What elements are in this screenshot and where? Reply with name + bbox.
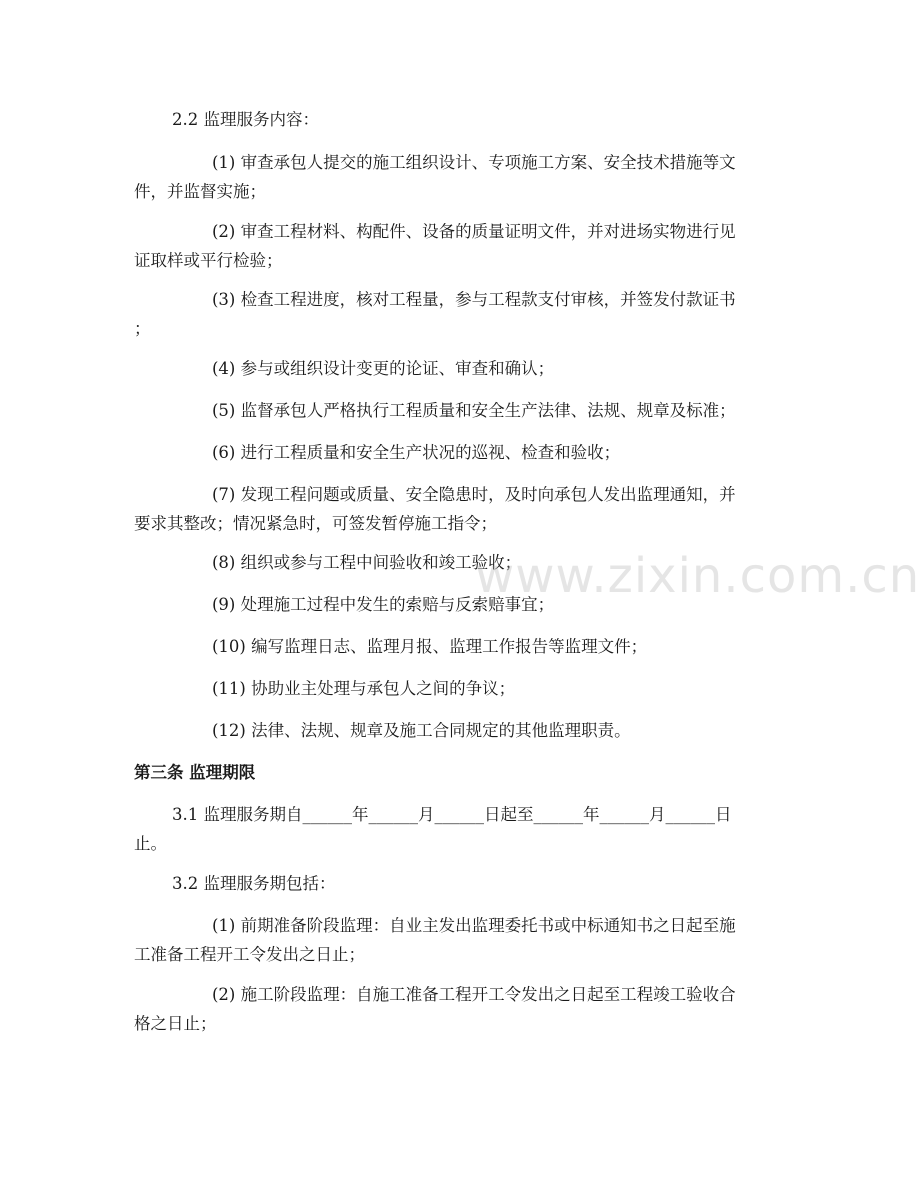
item-2-line-2: 证取样或平行检验； xyxy=(134,251,283,270)
clause-3-2-item-1-line-2: 工准备工程开工令发出之日止； xyxy=(134,945,365,964)
clause-3-2-title: 3.2 监理服务期包括： xyxy=(172,874,336,893)
item-7-line-1: (7) 发现工程问题或质量、安全隐患时，及时向承包人发出监理通知，并 xyxy=(212,485,736,504)
article-3-heading: 第三条 监理期限 xyxy=(134,763,256,782)
item-3-line-1: (3) 检查工程进度，核对工程量，参与工程款支付审核，并签发付款证书 xyxy=(212,290,736,309)
clause-3-1-line-2: 止。 xyxy=(134,834,167,853)
clause-3-2-item-2-line-1: (2) 施工阶段监理：自施工准备工程开工令发出之日起至工程竣工验收合 xyxy=(212,985,736,1004)
item-1-line-2: 件，并监督实施； xyxy=(134,182,266,201)
clause-3-1-line-1: 3.1 监理服务期自______年______月______日起至______年______月______日 xyxy=(172,805,732,824)
item-8: (8) 组织或参与工程中间验收和竣工验收； xyxy=(212,553,522,572)
item-6: (6) 进行工程质量和安全生产状况的巡视、检查和验收； xyxy=(212,443,621,462)
item-3-line-2: ； xyxy=(134,319,151,338)
clause-3-2-item-1-line-1: (1) 前期准备阶段监理：自业主发出监理委托书或中标通知书之日起至施 xyxy=(212,916,736,935)
item-1-line-1: (1) 审查承包人提交的施工组织设计、专项施工方案、安全技术措施等文 xyxy=(212,153,736,172)
item-9: (9) 处理施工过程中发生的索赔与反索赔事宜； xyxy=(212,595,555,614)
section-2-2-title: 2.2 监理服务内容： xyxy=(172,110,319,129)
item-2-line-1: (2) 审查工程材料、构配件、设备的质量证明文件，并对进场实物进行见 xyxy=(212,222,736,241)
item-11: (11) 协助业主处理与承包人之间的争议； xyxy=(212,679,516,698)
item-5: (5) 监督承包人严格执行工程质量和安全生产法律、法规、规章及标准； xyxy=(212,401,736,420)
item-12: (12) 法律、法规、规章及施工合同规定的其他监理职责。 xyxy=(212,721,631,740)
item-4: (4) 参与或组织设计变更的论证、审查和确认； xyxy=(212,359,555,378)
clause-3-2-item-2-line-2: 格之日止； xyxy=(134,1014,217,1033)
item-7-line-2: 要求其整改；情况紧急时，可签发暂停施工指令； xyxy=(134,514,497,533)
watermark: www.zixin.com.cn xyxy=(475,548,920,604)
item-10: (10) 编写监理日志、监理月报、监理工作报告等监理文件； xyxy=(212,637,648,656)
